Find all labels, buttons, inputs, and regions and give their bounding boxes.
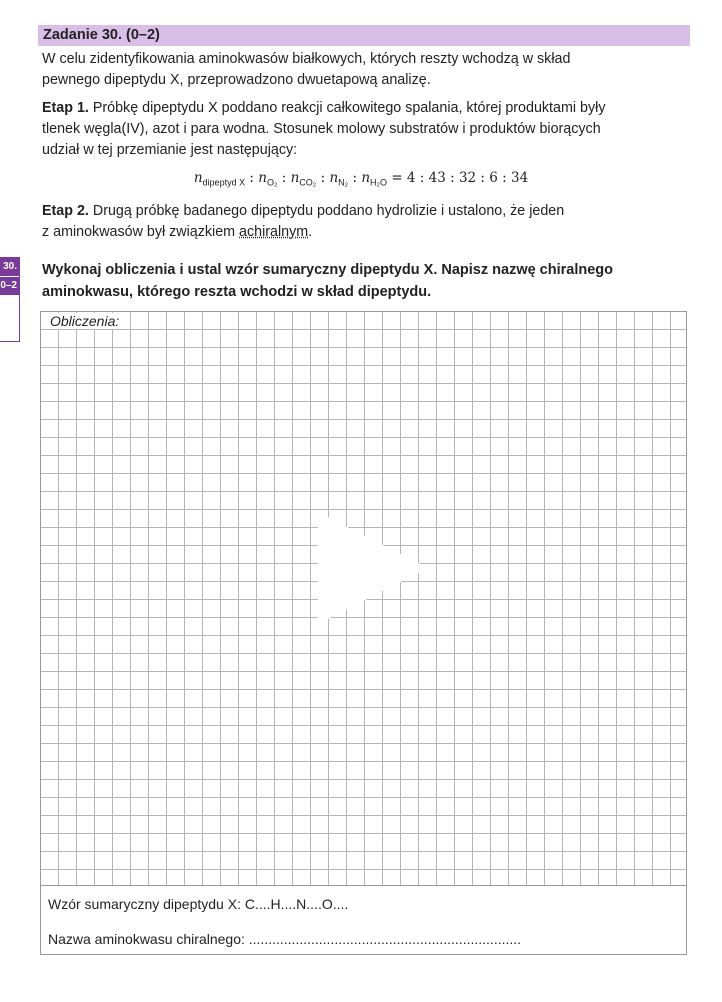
formula-answer-field[interactable]: Wzór sumaryczny dipeptydu X: C....H....N....O.... bbox=[48, 896, 349, 912]
instruction bbox=[42, 259, 692, 303]
amino-acid-name-field[interactable]: Nazwa aminokwasu chiralnego: ...................................................................... bbox=[48, 931, 522, 947]
stage-2-text: Drugą próbkę badanego dipeptydu poddano hydrolizie i ustalono, że jeden bbox=[88, 203, 565, 219]
score-marker-task: 30. bbox=[0, 258, 19, 276]
task-intro bbox=[42, 49, 692, 91]
stage-2-line-1 bbox=[42, 201, 692, 222]
score-marker-box bbox=[0, 257, 20, 342]
formula-n2: n bbox=[258, 170, 267, 186]
stage-1-line-1 bbox=[42, 98, 692, 119]
stage-2-line-2 bbox=[42, 222, 692, 243]
formula-n1: n bbox=[193, 170, 203, 186]
calculation-label: Obliczenia: bbox=[50, 313, 120, 329]
formula-n5: n bbox=[361, 170, 371, 186]
stage-2-label: Etap 2. bbox=[42, 203, 89, 219]
instruction-line-2: aminokwasu, którego reszta wchodzi w skład dipeptydu. bbox=[42, 284, 432, 300]
formula-sub-h2o: H₂O bbox=[370, 177, 388, 188]
formula-n3: n bbox=[290, 170, 300, 186]
stage-2-period: . bbox=[308, 224, 313, 240]
stage-2-paragraph bbox=[42, 201, 692, 243]
intro-line-1: W celu zidentyfikowania aminokwasów białkowych, których reszty wchodzą w skład bbox=[42, 51, 571, 67]
formula-ratio-values: = 4 : 43 : 32 : 6 : 34 bbox=[391, 170, 529, 186]
stage-1-label: Etap 1. bbox=[42, 100, 89, 116]
play-icon[interactable] bbox=[318, 512, 428, 624]
stage-1-paragraph bbox=[42, 98, 692, 161]
stage-1-line-3: udział w tej przemianie jest następujący: bbox=[42, 142, 298, 158]
formula-sub-dipeptide: dipeptyd X bbox=[202, 177, 246, 188]
score-marker-points: 0–2 bbox=[0, 277, 19, 295]
instruction-line-1: Wykonaj obliczenia i ustal wzór sumaryczny dipeptydu X. Napisz nazwę chiralnego bbox=[42, 262, 614, 278]
formula-sub-co2: CO₂ bbox=[299, 177, 317, 188]
molar-ratio-formula: $n_{dipeptyd X}$ : $n_{O_2}$ : $n_{CO_2}$ : $n_{N_2}$ : $n_{H_2O} = 4$ : 43 : 32 : 6 : 34 bbox=[193, 170, 529, 188]
formula-n4: n bbox=[329, 170, 339, 186]
task-title: Zadanie 30. (0–2) bbox=[43, 27, 160, 43]
achiral-term: achiralnym bbox=[239, 224, 309, 240]
formula-sub-o2: O₂ bbox=[266, 177, 278, 188]
intro-line-2: pewnego dipeptydu X, przeprowadzono dwuetapową analizę. bbox=[42, 72, 431, 88]
stage-1-line-2: tlenek węgla(IV), azot i para wodna. Stosunek molowy substratów i produktów biorących bbox=[42, 121, 601, 137]
stage-1-text: Próbkę dipeptydu X poddano reakcji całkowitego spalania, której produktami były bbox=[88, 100, 606, 116]
stage-2-line-2-text: z aminokwasów był związkiem bbox=[42, 224, 240, 240]
formula-sub-n2: N₂ bbox=[338, 177, 349, 188]
